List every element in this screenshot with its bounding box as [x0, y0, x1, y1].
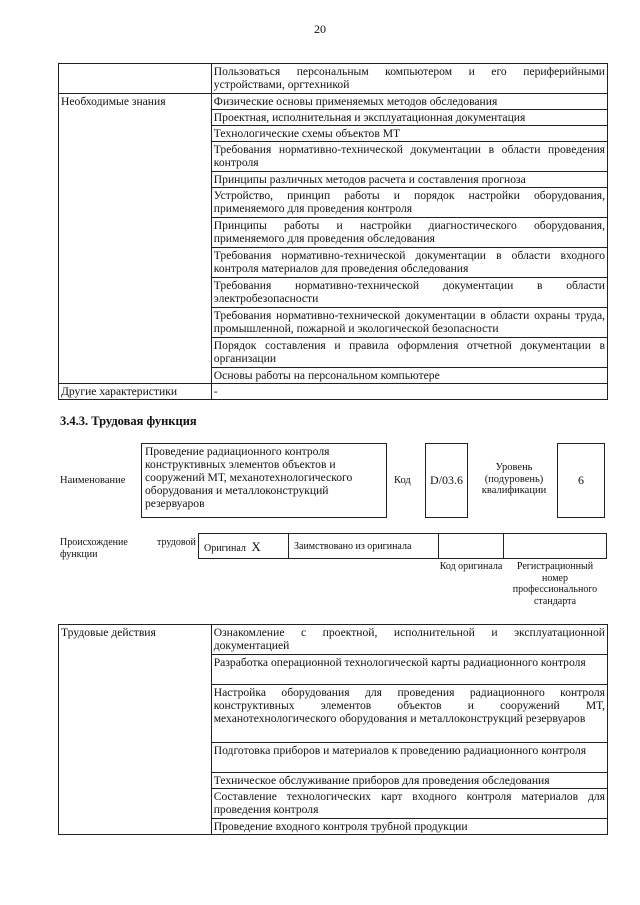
table-cell-left — [59, 338, 212, 368]
table-cell-left — [59, 368, 212, 384]
table-row — [59, 819, 608, 835]
table-row — [59, 218, 608, 248]
table-row — [59, 773, 608, 789]
table-row — [59, 368, 608, 384]
table-cell-right: Требования нормативно-технической документации в области электробезопасности — [211, 278, 607, 308]
function-name-box: Проведение радиационного контроля конструктивных элементов объектов и сооружений МТ, механотехнологического оборудования и металлоконструкций резервуаров — [141, 443, 387, 518]
origin-label-3: функции — [60, 549, 98, 560]
table-cell-right: Пользоваться персональным компьютером и его периферийными устройствами, оргтехникой — [211, 64, 607, 94]
table-cell-left — [59, 819, 212, 835]
page-number: 20 — [314, 22, 326, 36]
table-row — [59, 278, 608, 308]
table-row — [59, 188, 608, 218]
table-cell-right: Требования нормативно-технической документации в области входного контроля материалов для проведения обследования — [211, 248, 607, 278]
table-cell-right: Подготовка приборов и материалов к проведению радиационного контроля — [211, 743, 607, 773]
code-label: Код — [394, 475, 411, 486]
table-row — [59, 308, 608, 338]
table-row — [59, 142, 608, 172]
origin-label: Происхождение — [60, 537, 128, 548]
table-row — [59, 743, 608, 773]
table-cell-left — [59, 188, 212, 218]
table-row — [59, 789, 608, 819]
origin-label-2: трудовой — [157, 537, 196, 548]
table-cell-left — [59, 789, 212, 819]
table-cell-right: Устройство, принцип работы и порядок настройки оборудования, применяемого для проведения контроля — [211, 188, 607, 218]
table-cell-right: Настройка оборудования для проведения радиационного контроля конструктивных элементов объектов и сооружений МТ, механотехнологического оборудования и металлоконструкций резервуаров — [211, 685, 607, 743]
table-cell-left — [59, 64, 212, 94]
table-cell-left: Необходимые знания — [59, 94, 212, 110]
table-row — [59, 625, 608, 655]
table-cell-right: Требования нормативно-технической документации в области проведения контроля — [211, 142, 607, 172]
table-row — [59, 338, 608, 368]
table-cell-right: Принципы работы и настройки диагностического оборудования, применяемого для проведения обследования — [211, 218, 607, 248]
registration-caption: Регистрационный номер профессионального стандарта — [512, 561, 598, 607]
table-cell-left — [59, 172, 212, 188]
section-heading: 3.4.3. Трудовая функция — [60, 414, 197, 428]
level-label: Уровень (подуровень) квалификации — [481, 462, 547, 496]
table-cell-right: Технологические схемы объектов МТ — [211, 126, 607, 142]
table-cell-right: Требования нормативно-технической документации в области охраны труда, промышленной, пожарной и экологической безопасности — [211, 308, 607, 338]
table-cell-left — [59, 743, 212, 773]
table-cell-right: Основы работы на персональном компьютере — [211, 368, 607, 384]
table-cell-right: Порядок составления и правила оформления отчетной документации в организации — [211, 338, 607, 368]
table-row — [59, 248, 608, 278]
code-caption: Код оригинала — [439, 561, 503, 572]
table-row — [59, 64, 608, 94]
registration-box — [503, 533, 607, 559]
table-cell-left — [59, 685, 212, 743]
table-cell-left — [59, 278, 212, 308]
table-cell-left — [59, 142, 212, 172]
table-cell-right: Составление технологических карт входного контроля материалов для проведения контроля — [211, 789, 607, 819]
name-label: Наименование — [60, 475, 126, 486]
table-row — [59, 655, 608, 685]
table-row — [59, 685, 608, 743]
table-cell-right: Физические основы применяемых методов обследования — [211, 94, 607, 110]
table-cell-left — [59, 126, 212, 142]
table-cell-right: Проведение входного контроля трубной продукции — [211, 819, 607, 835]
table-cell-right: Разработка операционной технологической карты радиационного контроля — [211, 655, 607, 685]
table-row — [59, 384, 608, 400]
table-cell-right: Проектная, исполнительная и эксплуатационная документация — [211, 110, 607, 126]
labor-actions-table — [58, 624, 608, 835]
table-row — [59, 172, 608, 188]
original-mark: X — [251, 539, 261, 554]
table-cell-left — [59, 655, 212, 685]
table-cell-right: Ознакомление с проектной, исполнительной и эксплуатационной документацией — [211, 625, 607, 655]
original-label: Оригинал — [204, 543, 246, 554]
borrowed-box: Заимствовано из оригинала — [288, 533, 439, 559]
table-row — [59, 94, 608, 110]
table-cell-right: Техническое обслуживание приборов для проведения обследования — [211, 773, 607, 789]
table-cell-right: Принципы различных методов расчета и составления прогноза — [211, 172, 607, 188]
table-cell-right: - — [211, 384, 607, 400]
function-code-box: D/03.6 — [425, 443, 468, 518]
table-cell-left — [59, 773, 212, 789]
table-cell-left: Трудовые действия — [59, 625, 212, 655]
knowledge-table — [58, 63, 608, 400]
original-box — [198, 533, 289, 559]
origin-code-box — [438, 533, 504, 559]
table-cell-left: Другие характеристики — [59, 384, 212, 400]
table-cell-left — [59, 308, 212, 338]
table-cell-left — [59, 248, 212, 278]
level-value-box: 6 — [557, 443, 605, 518]
table-row — [59, 110, 608, 126]
table-cell-left — [59, 218, 212, 248]
table-cell-left — [59, 110, 212, 126]
table-row — [59, 126, 608, 142]
